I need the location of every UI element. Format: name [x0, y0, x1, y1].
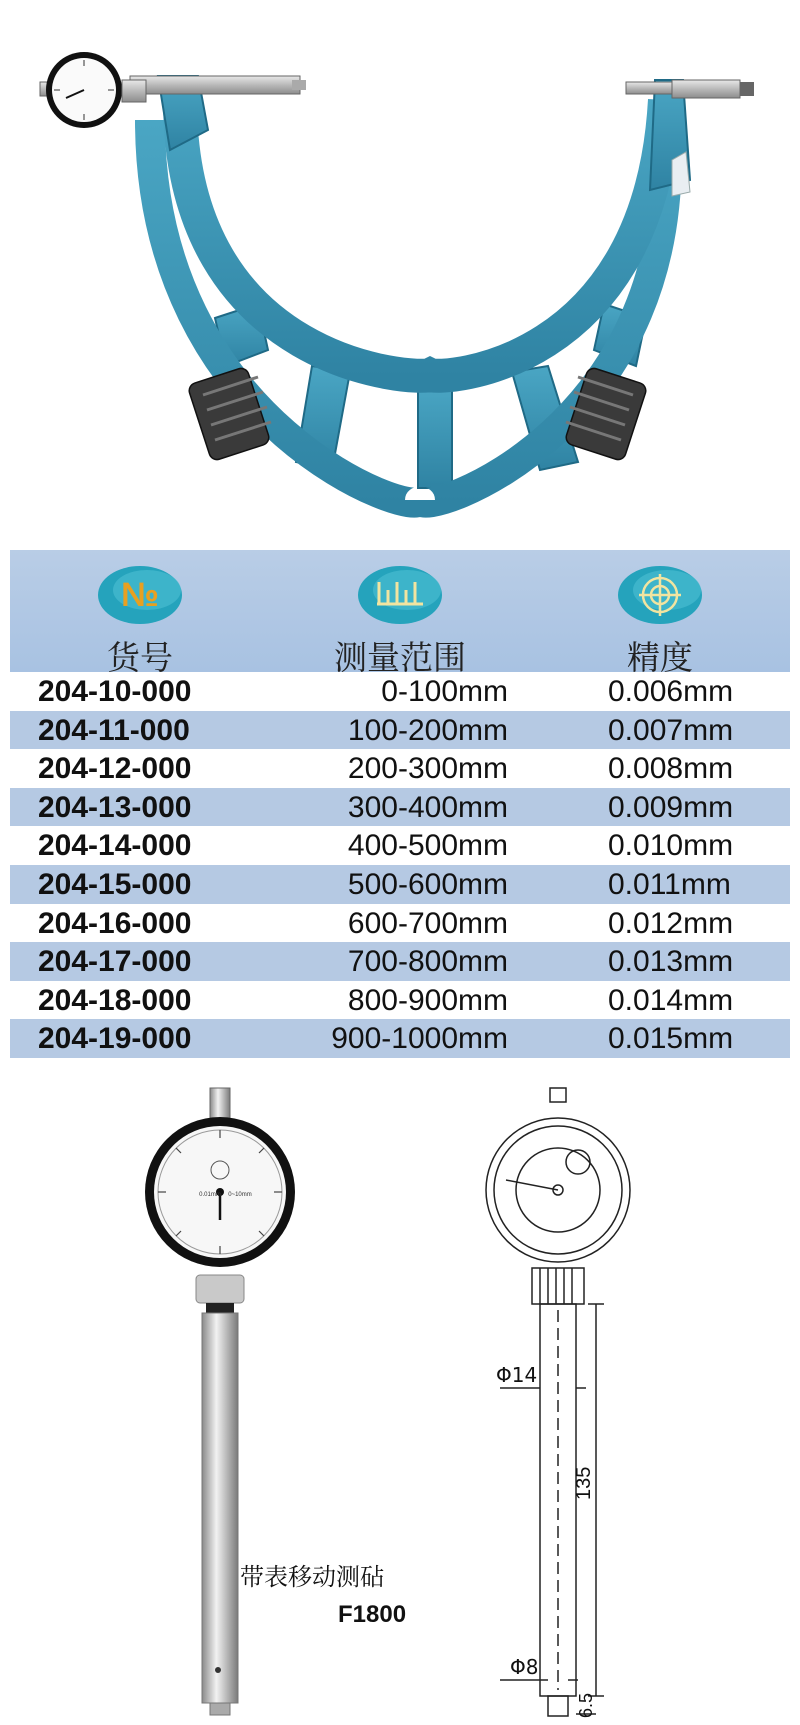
ruler-range-icon [355, 564, 445, 626]
cell-accuracy: 0.014mm [608, 983, 734, 1017]
cell-range: 600-700mm [347, 906, 508, 940]
cell-range: 700-800mm [347, 945, 508, 979]
dim-6-5: 6.5 [576, 1692, 596, 1718]
cell-code: 204-10-000 [38, 675, 192, 708]
cell-range: 200-300mm [347, 752, 508, 786]
table-row [10, 942, 790, 981]
right-grip [564, 366, 648, 461]
table-row [10, 904, 790, 943]
table-header [10, 550, 790, 677]
cell-code: 204-18-000 [38, 983, 192, 1017]
cell-code: 204-12-000 [38, 752, 192, 786]
cell-accuracy: 0.013mm [608, 945, 734, 979]
cell-accuracy: 0.009mm [608, 790, 734, 824]
table-row [10, 788, 790, 827]
cell-accuracy: 0.011mm [608, 868, 731, 901]
cell-range: 300-400mm [347, 790, 508, 824]
cell-code: 204-16-000 [38, 906, 192, 940]
svg-text:0.01mm: 0.01mm [199, 1192, 221, 1198]
crosshair-target-icon [615, 564, 705, 626]
spec-table [10, 550, 790, 1060]
dial-indicator-photo [145, 1088, 295, 1715]
number-sign-icon [95, 564, 185, 626]
cell-code: 204-19-000 [38, 1022, 192, 1056]
cell-range: 800-900mm [347, 983, 508, 1017]
cell-accuracy: 0.008mm [608, 752, 734, 786]
svg-text:0~10mm: 0~10mm [228, 1192, 252, 1198]
cell-code: 204-17-000 [38, 945, 192, 979]
cell-accuracy: 0.015mm [608, 1022, 734, 1056]
svg-text:№: № [121, 576, 159, 614]
header-col-accuracy [530, 550, 790, 677]
left-grip [187, 366, 271, 461]
table-row [10, 865, 790, 904]
cell-range: 500-600mm [347, 868, 508, 901]
header-label-range: 测量范围 [334, 638, 466, 677]
cell-accuracy: 0.007mm [608, 713, 734, 747]
dim-phi-14: Φ14 [496, 1363, 538, 1387]
cell-range: 100-200mm [347, 713, 508, 747]
technical-drawing [486, 1088, 630, 1716]
cell-code: 204-15-000 [38, 868, 192, 901]
header-col-code [10, 550, 270, 677]
dim-135: 135 [573, 1466, 595, 1500]
cell-accuracy: 0.006mm [608, 675, 734, 708]
dial-anvil-section [0, 1070, 800, 1720]
product-model: F1800 [338, 1601, 407, 1628]
cell-accuracy: 0.012mm [608, 906, 734, 940]
header-col-range [270, 550, 530, 677]
cell-code: 204-14-000 [38, 829, 192, 863]
table-row [10, 672, 790, 711]
outside-micrometer-photo [0, 0, 800, 540]
header-label-code: 货号 [107, 638, 173, 677]
table-row [10, 1019, 790, 1058]
cell-code: 204-13-000 [38, 790, 192, 824]
product-caption: 带表移动测砧 [240, 1563, 384, 1591]
table-row [10, 826, 790, 865]
table-row [10, 749, 790, 788]
cell-range: 400-500mm [347, 829, 508, 863]
cell-code: 204-11-000 [38, 713, 190, 747]
table-row [10, 711, 790, 750]
header-label-accuracy: 精度 [627, 638, 693, 677]
cell-range: 900-1000mm [331, 1022, 508, 1056]
table-row [10, 981, 790, 1020]
cell-range: 0-100mm [381, 675, 508, 708]
cell-accuracy: 0.010mm [608, 829, 734, 863]
dim-phi-8: Φ8 [510, 1655, 539, 1679]
dial-anvil-illustration [0, 1070, 800, 1720]
